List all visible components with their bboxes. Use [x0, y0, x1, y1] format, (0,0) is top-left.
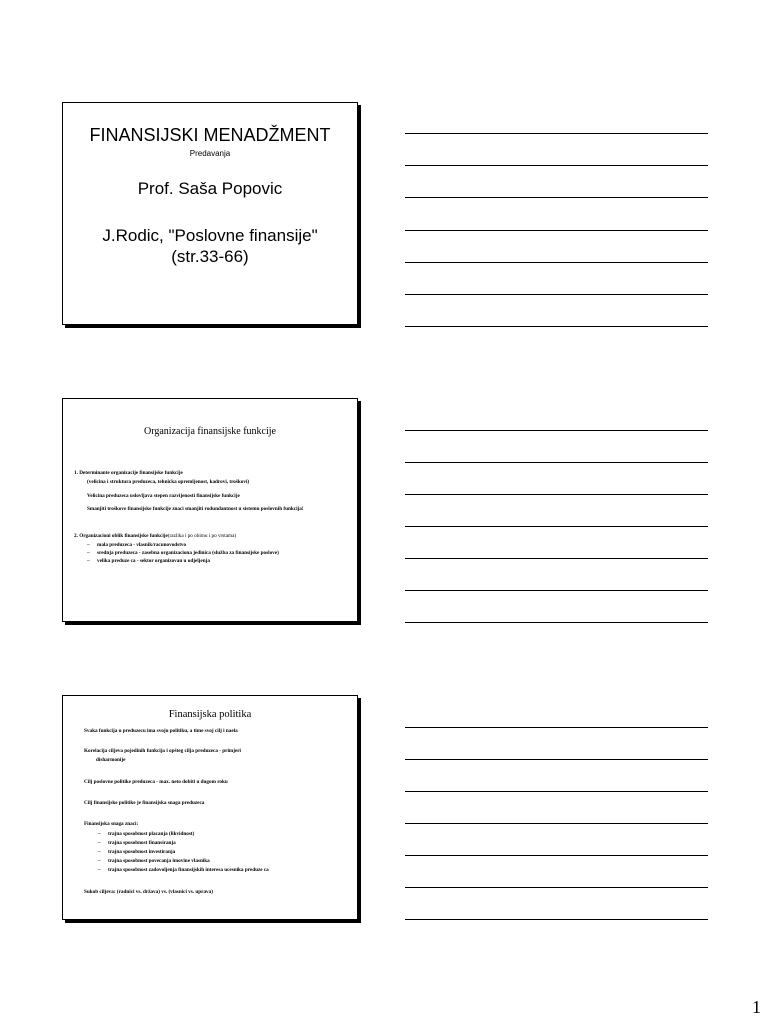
note-line [405, 262, 708, 263]
note-line [405, 759, 708, 760]
note-line [405, 919, 708, 920]
slide-2-item-1: 1. Determinante organizacije finansijske funkcije [74, 470, 183, 476]
slide-1-book-line-2: (str.33-66) [171, 247, 249, 266]
note-line [405, 326, 708, 327]
slide-1 [62, 102, 358, 325]
slide-1-book [63, 225, 357, 267]
note-line [405, 462, 708, 463]
note-line [405, 230, 708, 231]
slide-2-item-1-point-1: Velicina preduzeca uslovljava stepen razvijenosti finansijske funkcije [87, 493, 240, 499]
list-item: – trajna sposobnost finansiranja [98, 840, 176, 846]
note-line [405, 855, 708, 856]
note-line [405, 294, 708, 295]
list-item: – trajna sposobnost investiranja [98, 849, 176, 855]
slide-1-title: FINANSIJSKI MENADŽMENT [89, 125, 331, 145]
slide-2-item-2-normal: (razlika i po obimu i po vrstama) [167, 533, 237, 539]
slide-2-item-2 [74, 533, 236, 540]
note-line [405, 791, 708, 792]
slide-3-point-1: Svaka funkcija u preduzecu ima svoju politiku, a time svoj cilj i naela [84, 728, 238, 734]
slide-1-author: Prof. Saša Popovic [137, 179, 283, 198]
slide-3-title: Finansijska politika [168, 709, 252, 720]
slide-2 [62, 398, 358, 622]
slide-3-point-6: Sukob ciljeva: (radnici vs. država) vs. (vlasnici vs. uprava) [84, 889, 213, 895]
note-line [405, 197, 708, 198]
note-line [405, 430, 708, 431]
slide-3 [62, 695, 358, 920]
note-line [405, 133, 708, 134]
slide-3-point-5: Finansijska snaga znaci: [84, 821, 139, 827]
note-line [405, 494, 708, 495]
slide-2-item-1-sub: (velicina i struktura preduzeca, tehnicka opremljenost, kadrovi, troškovi) [87, 479, 250, 485]
list-item: – trajna sposobnost zadovoljenja finansijskih interesa ucesnika preduze ca [98, 867, 269, 873]
slide-1-book-line-1: J.Rodic, "Poslovne finansije" [102, 226, 318, 245]
slide-3-point-2-cont: disharmonije [96, 757, 126, 763]
note-line [405, 727, 708, 728]
page-number: 1 [752, 997, 761, 1017]
note-line [405, 590, 708, 591]
note-line [405, 558, 708, 559]
note-line [405, 887, 708, 888]
list-item: – trajna sposobnost placanja (likvidnost) [98, 831, 195, 837]
slide-3-point-3: Cilj poslovne politike preduzeca - max. neto dobiti u dugom roku [84, 779, 228, 785]
list-item: – trajna sposobnost povecanja imovine vlasnika [98, 858, 210, 864]
note-line [405, 622, 708, 623]
list-item: – mala preduzeca - vlasnik/racunovodstvo [87, 542, 187, 548]
list-item: – srednja preduzeca - zasebna organizaciona jedinica (služba za finansijske poslove) [87, 550, 279, 556]
note-line [405, 823, 708, 824]
slide-2-title: Organizacija finansijske funkcije [144, 426, 276, 437]
slide-1-subtitle: Predavanja [189, 149, 231, 158]
note-line [405, 165, 708, 166]
slide-3-point-2: Korelacija ciljeva pojedinih funkcija i opšteg cilja preduzeca - primjeri [84, 748, 241, 754]
slide-3-point-4: Cilj finansijske politike je finansijska snaga preduzeca [84, 800, 205, 806]
note-line [405, 526, 708, 527]
slide-2-item-1-point-2: Smanjiti troškove finansijske funkcije znaci smanjiti rodundantnost u sistemu poslovnih funkcija! [87, 506, 304, 512]
list-item: – velika preduze ca - sektor organizovan u odjeljenja [87, 558, 210, 564]
slide-2-item-2-bold: 2. Organizacioni oblik finansijske funkcije [74, 533, 168, 539]
